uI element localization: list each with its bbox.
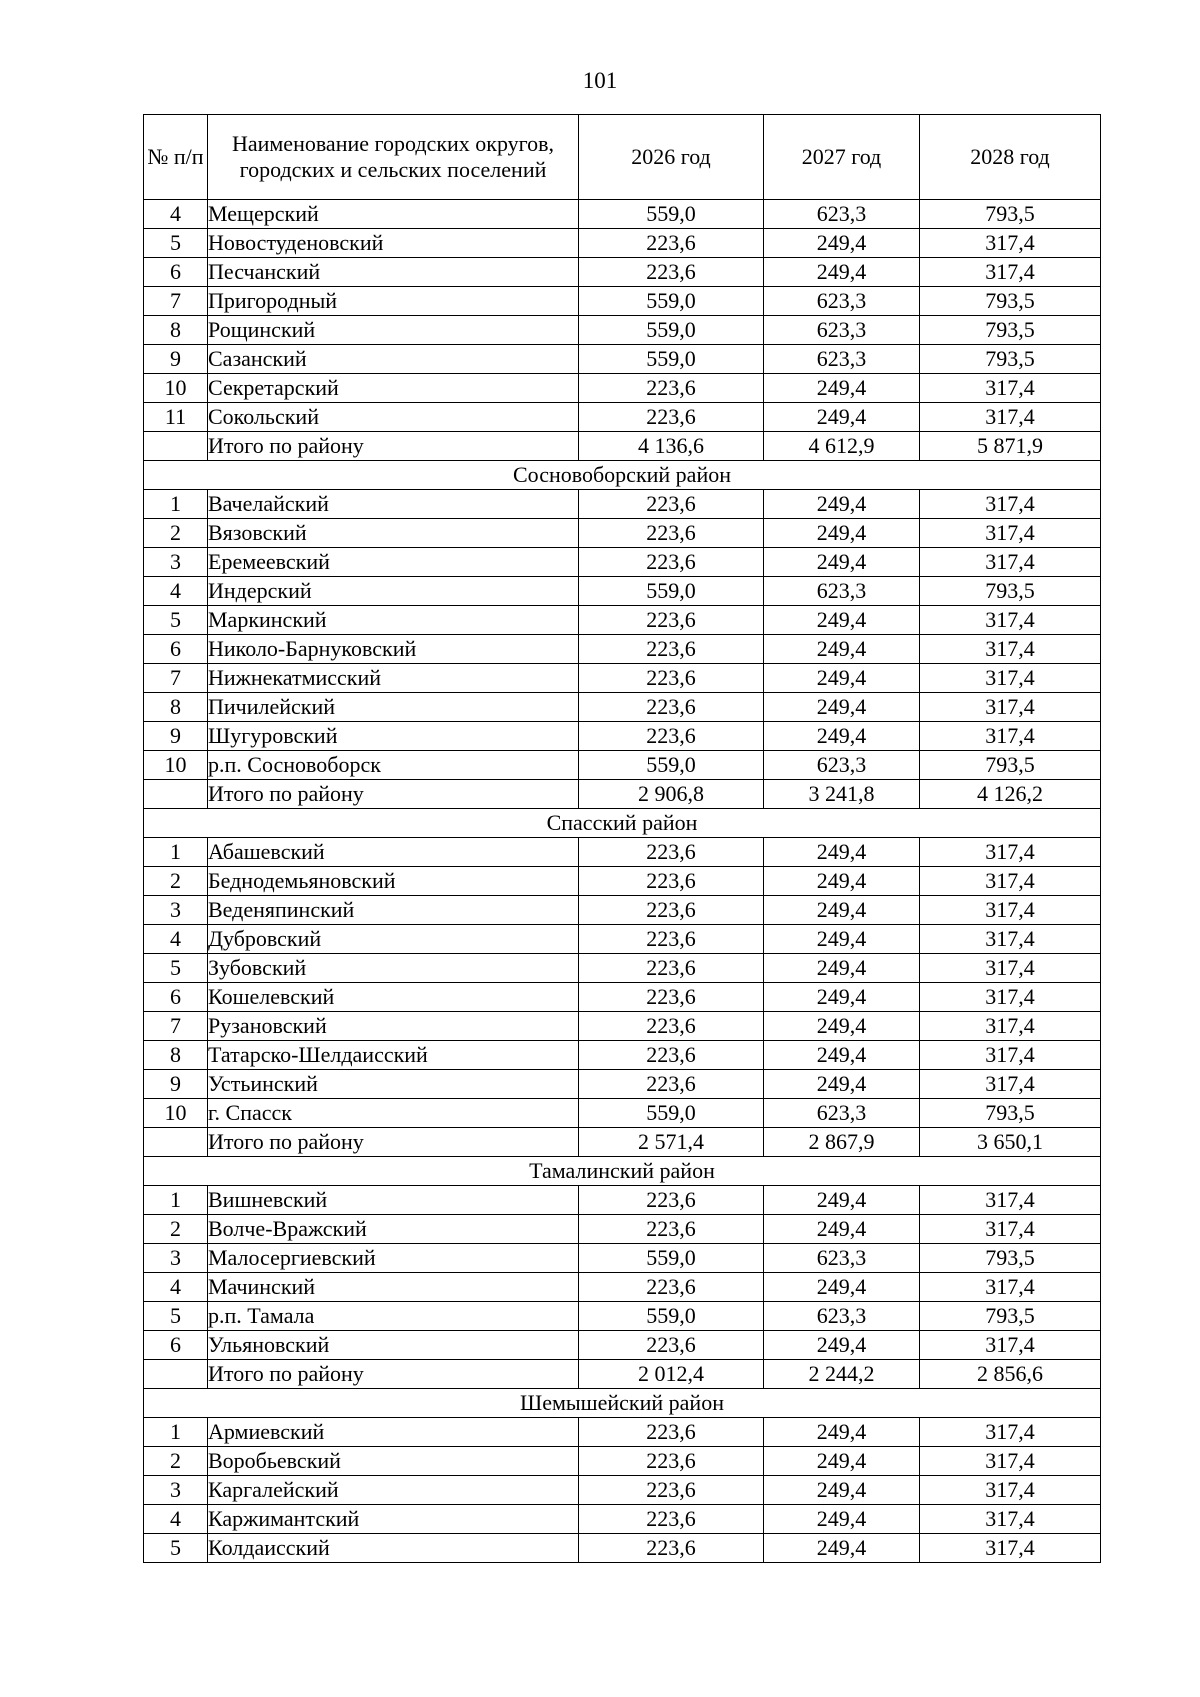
value-2028: 317,4 [920, 838, 1101, 867]
value-2026: 2 906,8 [579, 780, 764, 809]
row-number: 4 [144, 200, 208, 229]
value-2026: 223,6 [579, 1418, 764, 1447]
value-2028: 317,4 [920, 1215, 1101, 1244]
value-2027: 623,3 [764, 287, 920, 316]
value-2027: 623,3 [764, 577, 920, 606]
settlement-name: Пригородный [208, 287, 579, 316]
value-2028: 317,4 [920, 548, 1101, 577]
row-number: 1 [144, 1418, 208, 1447]
value-2026: 223,6 [579, 1215, 764, 1244]
value-2026: 223,6 [579, 1476, 764, 1505]
table-row [144, 1012, 1101, 1041]
value-2026: 223,6 [579, 664, 764, 693]
table-row [144, 519, 1101, 548]
table-row [144, 1186, 1101, 1215]
settlement-name: г. Спасск [208, 1099, 579, 1128]
value-2027: 249,4 [764, 635, 920, 664]
value-2028: 793,5 [920, 316, 1101, 345]
settlement-name: Пичилейский [208, 693, 579, 722]
header-row [144, 115, 1101, 200]
settlement-name: Дубровский [208, 925, 579, 954]
table-row [144, 1505, 1101, 1534]
value-2026: 559,0 [579, 577, 764, 606]
table-row [144, 345, 1101, 374]
table-row [144, 983, 1101, 1012]
value-2028: 793,5 [920, 577, 1101, 606]
value-2026: 559,0 [579, 345, 764, 374]
settlement-name: Кошелевский [208, 983, 579, 1012]
header-number: № п/п [144, 115, 208, 200]
row-number: 10 [144, 374, 208, 403]
row-number: 11 [144, 403, 208, 432]
value-2026: 223,6 [579, 1331, 764, 1360]
value-2027: 249,4 [764, 519, 920, 548]
page-number: 101 [582, 68, 618, 93]
value-2027: 249,4 [764, 258, 920, 287]
value-2028: 317,4 [920, 693, 1101, 722]
settlement-name: Рощинский [208, 316, 579, 345]
table-row [144, 200, 1101, 229]
value-2027: 249,4 [764, 374, 920, 403]
value-2027: 2 244,2 [764, 1360, 920, 1389]
table-row [144, 1273, 1101, 1302]
settlement-name: Вишневский [208, 1186, 579, 1215]
value-2028: 317,4 [920, 925, 1101, 954]
value-2027: 249,4 [764, 1476, 920, 1505]
value-2026: 223,6 [579, 1070, 764, 1099]
value-2028: 317,4 [920, 722, 1101, 751]
value-2028: 793,5 [920, 1244, 1101, 1273]
budget-table [143, 114, 1101, 1563]
table-row [144, 287, 1101, 316]
total-label: Итого по району [208, 432, 579, 461]
row-number: 2 [144, 1215, 208, 1244]
value-2026: 559,0 [579, 1099, 764, 1128]
settlement-name: Рузановский [208, 1012, 579, 1041]
table-row [144, 1099, 1101, 1128]
settlement-name: Ульяновский [208, 1331, 579, 1360]
value-2027: 249,4 [764, 1070, 920, 1099]
value-2028: 317,4 [920, 1041, 1101, 1070]
table-row [144, 867, 1101, 896]
value-2027: 249,4 [764, 1505, 920, 1534]
settlement-name: Воробьевский [208, 1447, 579, 1476]
value-2027: 623,3 [764, 751, 920, 780]
value-2028: 317,4 [920, 606, 1101, 635]
value-2026: 2 571,4 [579, 1128, 764, 1157]
value-2028: 317,4 [920, 490, 1101, 519]
value-2026: 223,6 [579, 229, 764, 258]
table-row [144, 1534, 1101, 1563]
total-label: Итого по району [208, 780, 579, 809]
table-row [144, 1244, 1101, 1273]
table-row [144, 1447, 1101, 1476]
settlement-name: Веденяпинский [208, 896, 579, 925]
settlement-name: Каргалейский [208, 1476, 579, 1505]
value-2028: 793,5 [920, 751, 1101, 780]
value-2028: 317,4 [920, 1331, 1101, 1360]
value-2028: 317,4 [920, 1186, 1101, 1215]
row-number: 4 [144, 1273, 208, 1302]
value-2028: 317,4 [920, 896, 1101, 925]
row-number: 1 [144, 490, 208, 519]
value-2026: 223,6 [579, 1273, 764, 1302]
table-row [144, 751, 1101, 780]
table-row [144, 403, 1101, 432]
header-year-2028: 2028 год [920, 115, 1101, 200]
value-2026: 223,6 [579, 490, 764, 519]
value-2026: 559,0 [579, 287, 764, 316]
value-2027: 623,3 [764, 345, 920, 374]
value-2027: 249,4 [764, 954, 920, 983]
settlement-name: Каржимантский [208, 1505, 579, 1534]
total-label: Итого по району [208, 1360, 579, 1389]
settlement-name: Мачинский [208, 1273, 579, 1302]
row-number [144, 1360, 208, 1389]
row-number: 7 [144, 664, 208, 693]
value-2027: 249,4 [764, 403, 920, 432]
value-2028: 317,4 [920, 664, 1101, 693]
value-2026: 223,6 [579, 896, 764, 925]
value-2027: 249,4 [764, 229, 920, 258]
value-2028: 317,4 [920, 983, 1101, 1012]
value-2027: 249,4 [764, 693, 920, 722]
row-number: 5 [144, 1534, 208, 1563]
row-number [144, 432, 208, 461]
total-row [144, 1360, 1101, 1389]
value-2026: 559,0 [579, 1302, 764, 1331]
row-number: 3 [144, 896, 208, 925]
value-2027: 249,4 [764, 983, 920, 1012]
value-2027: 249,4 [764, 606, 920, 635]
value-2027: 249,4 [764, 1331, 920, 1360]
row-number: 4 [144, 925, 208, 954]
settlement-name: Татарско-Шелдаисский [208, 1041, 579, 1070]
value-2026: 223,6 [579, 722, 764, 751]
value-2027: 249,4 [764, 925, 920, 954]
settlement-name: Нижнекатмисский [208, 664, 579, 693]
value-2027: 249,4 [764, 1447, 920, 1476]
value-2027: 249,4 [764, 838, 920, 867]
value-2027: 623,3 [764, 316, 920, 345]
value-2028: 3 650,1 [920, 1128, 1101, 1157]
value-2027: 249,4 [764, 867, 920, 896]
value-2028: 317,4 [920, 954, 1101, 983]
value-2027: 623,3 [764, 1244, 920, 1273]
value-2026: 559,0 [579, 200, 764, 229]
row-number: 4 [144, 1505, 208, 1534]
table-body [144, 200, 1101, 1563]
table-row [144, 954, 1101, 983]
value-2026: 223,6 [579, 983, 764, 1012]
settlement-name: Шугуровский [208, 722, 579, 751]
settlement-name: Беднодемьяновский [208, 867, 579, 896]
settlement-name: Абашевский [208, 838, 579, 867]
table-row [144, 229, 1101, 258]
settlement-name: Песчанский [208, 258, 579, 287]
value-2027: 2 867,9 [764, 1128, 920, 1157]
table-row [144, 374, 1101, 403]
table-row [144, 722, 1101, 751]
row-number: 9 [144, 1070, 208, 1099]
value-2026: 223,6 [579, 867, 764, 896]
settlement-name: Сазанский [208, 345, 579, 374]
settlement-name: р.п. Сосновоборск [208, 751, 579, 780]
row-number [144, 780, 208, 809]
value-2027: 249,4 [764, 1012, 920, 1041]
value-2027: 249,4 [764, 664, 920, 693]
header-year-2026: 2026 год [579, 115, 764, 200]
value-2026: 223,6 [579, 403, 764, 432]
row-number: 5 [144, 229, 208, 258]
district-name: Шемышейский район [144, 1389, 1101, 1418]
table-row [144, 1476, 1101, 1505]
row-number: 8 [144, 1041, 208, 1070]
value-2027: 4 612,9 [764, 432, 920, 461]
value-2026: 223,6 [579, 374, 764, 403]
table-row [144, 1418, 1101, 1447]
table-row [144, 1331, 1101, 1360]
value-2028: 793,5 [920, 287, 1101, 316]
settlement-name: Малосергиевский [208, 1244, 579, 1273]
table-row [144, 635, 1101, 664]
row-number: 6 [144, 983, 208, 1012]
value-2028: 317,4 [920, 1273, 1101, 1302]
district-header-row [144, 1157, 1101, 1186]
value-2028: 793,5 [920, 345, 1101, 374]
value-2028: 317,4 [920, 635, 1101, 664]
value-2026: 223,6 [579, 548, 764, 577]
value-2028: 317,4 [920, 1418, 1101, 1447]
value-2026: 223,6 [579, 693, 764, 722]
value-2028: 317,4 [920, 1534, 1101, 1563]
value-2026: 223,6 [579, 1534, 764, 1563]
value-2028: 2 856,6 [920, 1360, 1101, 1389]
value-2027: 623,3 [764, 1302, 920, 1331]
settlement-name: Секретарский [208, 374, 579, 403]
total-row [144, 1128, 1101, 1157]
value-2027: 249,4 [764, 1186, 920, 1215]
value-2026: 223,6 [579, 258, 764, 287]
value-2028: 317,4 [920, 229, 1101, 258]
row-number: 6 [144, 635, 208, 664]
value-2027: 249,4 [764, 1418, 920, 1447]
table-header [144, 115, 1101, 200]
table-row [144, 316, 1101, 345]
table-row [144, 1041, 1101, 1070]
settlement-name: Маркинский [208, 606, 579, 635]
row-number: 6 [144, 1331, 208, 1360]
total-row [144, 780, 1101, 809]
row-number: 5 [144, 954, 208, 983]
district-header-row [144, 809, 1101, 838]
value-2027: 249,4 [764, 490, 920, 519]
table-row [144, 490, 1101, 519]
table-row [144, 1302, 1101, 1331]
table-row [144, 548, 1101, 577]
row-number: 4 [144, 577, 208, 606]
settlement-name: Индерский [208, 577, 579, 606]
row-number: 3 [144, 1244, 208, 1273]
row-number: 3 [144, 1476, 208, 1505]
value-2027: 3 241,8 [764, 780, 920, 809]
row-number: 2 [144, 519, 208, 548]
value-2028: 793,5 [920, 1302, 1101, 1331]
row-number: 3 [144, 548, 208, 577]
value-2028: 317,4 [920, 1447, 1101, 1476]
settlement-name: Вязовский [208, 519, 579, 548]
value-2027: 623,3 [764, 1099, 920, 1128]
value-2026: 223,6 [579, 1186, 764, 1215]
row-number: 10 [144, 751, 208, 780]
settlement-name: Зубовский [208, 954, 579, 983]
row-number: 5 [144, 606, 208, 635]
settlement-name: Новостуденовский [208, 229, 579, 258]
value-2028: 317,4 [920, 403, 1101, 432]
table-row [144, 1215, 1101, 1244]
district-header-row [144, 1389, 1101, 1418]
value-2027: 249,4 [764, 548, 920, 577]
value-2027: 249,4 [764, 1273, 920, 1302]
value-2028: 793,5 [920, 1099, 1101, 1128]
value-2027: 623,3 [764, 200, 920, 229]
table-row [144, 606, 1101, 635]
value-2028: 793,5 [920, 200, 1101, 229]
value-2028: 4 126,2 [920, 780, 1101, 809]
settlement-name: Николо-Барнуковский [208, 635, 579, 664]
row-number: 8 [144, 693, 208, 722]
value-2026: 223,6 [579, 838, 764, 867]
settlement-name: Армиевский [208, 1418, 579, 1447]
row-number: 6 [144, 258, 208, 287]
settlement-name: Вачелайский [208, 490, 579, 519]
value-2026: 559,0 [579, 1244, 764, 1273]
table-row [144, 925, 1101, 954]
row-number: 1 [144, 1186, 208, 1215]
value-2026: 223,6 [579, 1447, 764, 1476]
value-2026: 559,0 [579, 751, 764, 780]
row-number: 2 [144, 1447, 208, 1476]
row-number: 7 [144, 1012, 208, 1041]
settlement-name: р.п. Тамала [208, 1302, 579, 1331]
table-row [144, 577, 1101, 606]
header-name: Наименование городских округов, городских и сельских поселений [208, 115, 579, 200]
value-2027: 249,4 [764, 1534, 920, 1563]
value-2028: 317,4 [920, 258, 1101, 287]
settlement-name: Мещерский [208, 200, 579, 229]
row-number: 10 [144, 1099, 208, 1128]
value-2027: 249,4 [764, 1041, 920, 1070]
value-2026: 559,0 [579, 316, 764, 345]
settlement-name: Еремеевский [208, 548, 579, 577]
value-2028: 317,4 [920, 867, 1101, 896]
value-2026: 223,6 [579, 925, 764, 954]
table-row [144, 896, 1101, 925]
settlement-name: Колдаисский [208, 1534, 579, 1563]
district-name: Сосновоборский район [144, 461, 1101, 490]
settlement-name: Сокольский [208, 403, 579, 432]
header-year-2027: 2027 год [764, 115, 920, 200]
total-row [144, 432, 1101, 461]
row-number: 2 [144, 867, 208, 896]
table-row [144, 838, 1101, 867]
row-number [144, 1128, 208, 1157]
table-row [144, 693, 1101, 722]
value-2026: 223,6 [579, 519, 764, 548]
value-2026: 223,6 [579, 1012, 764, 1041]
value-2028: 317,4 [920, 1505, 1101, 1534]
row-number: 5 [144, 1302, 208, 1331]
settlement-name: Устьинский [208, 1070, 579, 1099]
value-2028: 317,4 [920, 374, 1101, 403]
table-row [144, 258, 1101, 287]
settlement-name: Волче-Вражский [208, 1215, 579, 1244]
row-number: 9 [144, 722, 208, 751]
value-2026: 223,6 [579, 1041, 764, 1070]
value-2028: 317,4 [920, 1070, 1101, 1099]
district-name: Тамалинский район [144, 1157, 1101, 1186]
value-2028: 317,4 [920, 1476, 1101, 1505]
value-2026: 223,6 [579, 606, 764, 635]
table-row [144, 664, 1101, 693]
value-2027: 249,4 [764, 722, 920, 751]
row-number: 9 [144, 345, 208, 374]
row-number: 8 [144, 316, 208, 345]
value-2026: 2 012,4 [579, 1360, 764, 1389]
value-2026: 223,6 [579, 954, 764, 983]
district-name: Спасский район [144, 809, 1101, 838]
value-2028: 317,4 [920, 519, 1101, 548]
value-2026: 223,6 [579, 635, 764, 664]
table-row [144, 1070, 1101, 1099]
value-2027: 249,4 [764, 896, 920, 925]
district-header-row [144, 461, 1101, 490]
value-2026: 223,6 [579, 1505, 764, 1534]
value-2026: 4 136,6 [579, 432, 764, 461]
value-2028: 317,4 [920, 1012, 1101, 1041]
value-2028: 5 871,9 [920, 432, 1101, 461]
row-number: 7 [144, 287, 208, 316]
row-number: 1 [144, 838, 208, 867]
value-2027: 249,4 [764, 1215, 920, 1244]
total-label: Итого по району [208, 1128, 579, 1157]
